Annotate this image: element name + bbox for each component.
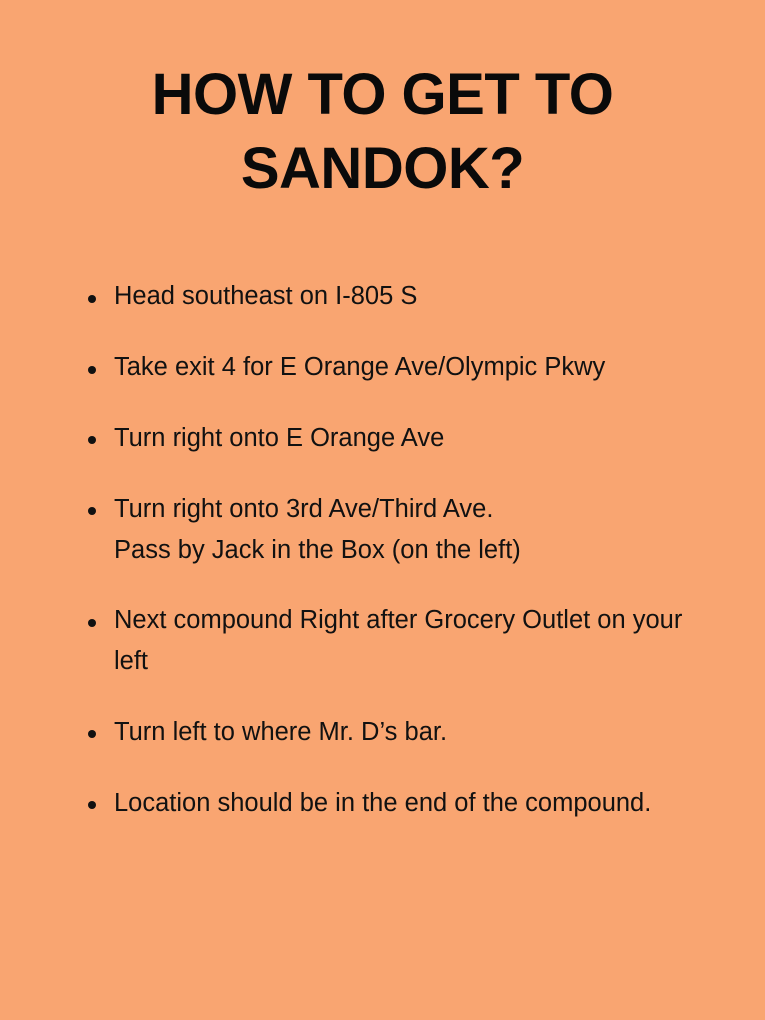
list-item [88, 276, 723, 317]
list-item [88, 783, 723, 824]
list-item-text: Head southeast on I-805 S [114, 282, 418, 311]
bullet-icon [88, 730, 96, 738]
bullet-icon [88, 295, 96, 303]
list-item-text: Take exit 4 for E Orange Ave/Olympic Pkwy [114, 353, 606, 382]
list-item [88, 418, 723, 459]
list-item [88, 600, 723, 682]
bullet-icon [88, 436, 96, 444]
list-item-text: Turn right onto E Orange Ave [114, 424, 445, 453]
list-item-text: Turn right onto 3rd Ave/Third Ave. Pass by Jack in the Box (on the left) [114, 494, 521, 564]
list-item [88, 347, 723, 388]
list-item-text: Turn left to where Mr. D’s bar. [114, 718, 448, 747]
bullet-icon [88, 507, 96, 515]
list-item-text: Next compound Right after Grocery Outlet on your left [114, 606, 683, 676]
bullet-icon [88, 801, 96, 809]
list-item-text: Location should be in the end of the compound. [114, 788, 652, 817]
page-title: HOW TO GET TO SANDOK? [151, 62, 614, 202]
list-item [88, 712, 723, 753]
list-item [88, 489, 723, 571]
bullet-icon [88, 366, 96, 374]
directions-list [42, 276, 723, 823]
bullet-icon [88, 619, 96, 627]
